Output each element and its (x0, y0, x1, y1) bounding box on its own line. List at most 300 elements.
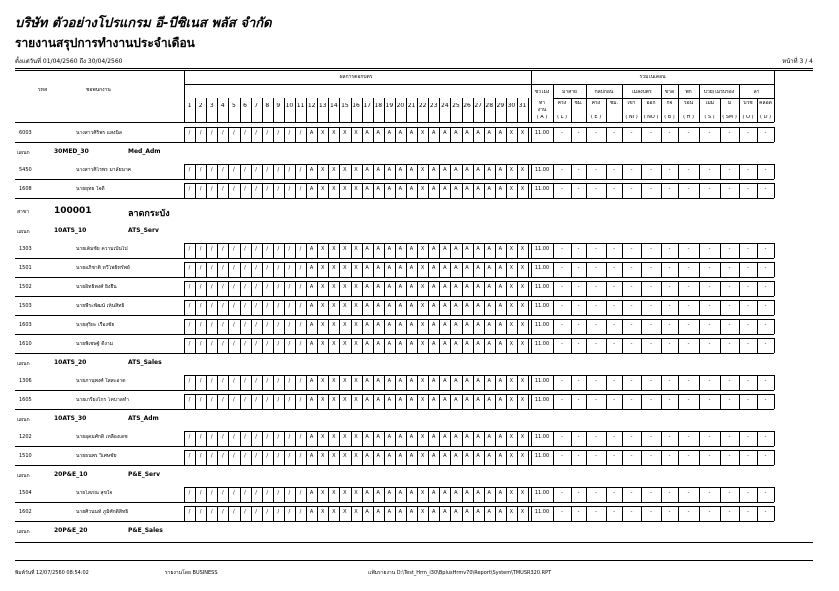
day-mark: / (255, 284, 257, 290)
sum-value: - (764, 341, 767, 347)
day-mark: A (476, 284, 480, 290)
day-mark: A (443, 130, 447, 136)
row-vline-day (195, 506, 196, 521)
day-mark: A (309, 490, 314, 496)
row-vline-day (517, 183, 518, 198)
row-vline-day (406, 450, 407, 465)
sum-value: 11.00 (534, 378, 550, 384)
row-vline-day (317, 183, 318, 198)
row-vline-day (262, 394, 263, 409)
day-mark: A (454, 265, 458, 271)
day-mark: / (233, 303, 235, 309)
row-vline-day (284, 375, 285, 390)
row-vline-day (362, 431, 363, 446)
sum-value: - (613, 434, 615, 440)
row-vline-day (195, 281, 196, 296)
row-vline-sum (661, 487, 662, 502)
row-vline-day (506, 338, 507, 353)
day-header-14: 14 (330, 103, 338, 109)
day-mark: A (498, 246, 502, 252)
day-mark: / (277, 509, 280, 515)
row-vline-day (495, 487, 496, 502)
row-vline-day (328, 450, 329, 465)
sum-label-top-1: ครั้ง (557, 101, 567, 106)
day-header-12: 12 (307, 103, 316, 109)
day-mark: A (487, 341, 491, 347)
row-vline-day (362, 375, 363, 390)
day-mark: / (221, 434, 224, 440)
row-vline-day (206, 127, 207, 142)
row-vline-sum (678, 450, 679, 465)
day-mark: / (299, 434, 302, 440)
day-mark: X (520, 341, 525, 347)
row-vline-sum (739, 319, 740, 334)
day-mark: X (354, 303, 358, 309)
row-vline-sum (606, 338, 607, 353)
hdr-vline-day-10 (295, 98, 296, 122)
sum-value: - (728, 397, 731, 403)
day-mark: / (288, 167, 291, 173)
row-vline-day (251, 183, 252, 198)
day-mark: / (210, 434, 213, 440)
day-mark: X (420, 397, 425, 403)
row-vline-sum (606, 319, 607, 334)
row-vline-day (306, 183, 307, 198)
sum-value: - (561, 167, 563, 173)
day-mark: / (199, 130, 202, 136)
day-mark: / (233, 130, 235, 136)
day-mark: X (332, 341, 336, 347)
row-vline-day (206, 281, 207, 296)
day-mark: / (199, 303, 202, 309)
day-mark: A (454, 246, 458, 252)
day-mark: A (398, 265, 403, 271)
row-vline-sum (622, 281, 623, 296)
row-vline-day (362, 506, 363, 521)
row-vline-day (406, 394, 407, 409)
row-vline-sum (553, 394, 554, 409)
day-mark: A (309, 322, 314, 328)
day-mark: X (343, 453, 347, 459)
hdr-vline-day-9 (284, 98, 285, 122)
row-vline-sum (571, 506, 572, 521)
row-vline-day (428, 164, 429, 179)
row-vline-day (362, 281, 363, 296)
row-vline-start (184, 450, 185, 465)
row-vline-day (328, 487, 329, 502)
sum-value: 11.00 (534, 265, 550, 271)
row-vline-day (284, 319, 285, 334)
day-mark: A (409, 490, 414, 496)
row-vline-day (439, 164, 440, 179)
sum-value: - (764, 378, 767, 384)
day-mark: X (520, 303, 525, 309)
row-vline-sum (586, 243, 587, 258)
day-mark: A (487, 130, 491, 136)
row-vline-day (428, 127, 429, 142)
row-vline-day (506, 262, 507, 277)
day-mark: / (299, 341, 302, 347)
sum-value: - (708, 303, 711, 309)
day-mark: X (420, 453, 425, 459)
row-vline-day (262, 183, 263, 198)
sum-value: - (577, 167, 580, 173)
dept-code: 20P&E_20 (54, 527, 88, 534)
row-vline-day (273, 431, 274, 446)
branch-name: ลาดกระบัง (128, 209, 170, 219)
row-vline-sum (699, 487, 700, 502)
row-vline-right (774, 127, 775, 142)
row-vline-day (428, 319, 429, 334)
row-vline-day (406, 164, 407, 179)
row-vline-day (295, 487, 296, 502)
day-mark: / (199, 509, 202, 515)
row-vline-sum (661, 431, 662, 446)
sum-value: - (650, 303, 652, 309)
hdr-vline-sum-3 (586, 84, 587, 122)
sum-value: - (764, 130, 767, 136)
row-vline-day (328, 243, 329, 258)
row-vline-day (339, 164, 340, 179)
sum-label-top-7: กิจ (666, 101, 673, 106)
sum-label-top-9: ไม่มี (704, 101, 715, 106)
row-vline-day (439, 450, 440, 465)
day-mark: / (221, 453, 224, 459)
day-mark: A (376, 284, 380, 290)
row-vline-sum (571, 431, 572, 446)
sum-group-0: ชั่วโมง (534, 90, 550, 95)
day-mark: A (498, 509, 502, 515)
sum-value: - (708, 284, 711, 290)
sum-value: - (595, 284, 597, 290)
day-mark: X (320, 434, 325, 440)
day-mark: A (443, 378, 447, 384)
sum-value: - (668, 378, 671, 384)
row-vline-day (395, 127, 396, 142)
row-vline-day (484, 375, 485, 390)
sum-value: - (577, 397, 580, 403)
row-vline-day (273, 300, 274, 315)
row-vline-day (228, 375, 229, 390)
row-vline-start (184, 319, 185, 334)
report-file-path: แฟ้มรายงาน D:\Test_Hrm_i30\BplusHrmv70\Report\System\TMUSR320.RPT (368, 570, 552, 576)
dept-label: แผนก (17, 361, 30, 367)
sum-value: - (747, 130, 749, 136)
day-mark: X (509, 186, 514, 192)
day-mark: A (498, 378, 502, 384)
day-mark: / (255, 322, 257, 328)
day-mark: A (376, 130, 380, 136)
day-mark: X (520, 490, 525, 496)
row-vline-day (284, 127, 285, 142)
row-vline-day (484, 127, 485, 142)
hdr-vline-day-21 (417, 98, 418, 122)
day-mark: A (454, 434, 458, 440)
sum-value: - (595, 397, 597, 403)
day-mark: A (398, 167, 403, 173)
row-bottom-line (15, 465, 774, 466)
row-vline-day (228, 487, 229, 502)
row-vline-day (362, 243, 363, 258)
row-vline-day (217, 262, 218, 277)
row-vline-sum (757, 262, 758, 277)
row-vline-day (473, 183, 474, 198)
day-mark: A (431, 167, 436, 173)
day-mark: / (221, 284, 224, 290)
day-mark: A (409, 453, 414, 459)
row-vline-start (184, 300, 185, 315)
row-vline-day (462, 319, 463, 334)
sum-label-code-0: ( A ) (536, 115, 548, 120)
row-vline-day (206, 164, 207, 179)
row-vline-day (317, 319, 318, 334)
sum-value: 11.00 (534, 434, 550, 440)
row-vline-sum (641, 319, 642, 334)
row-vline-sum-start (531, 394, 532, 409)
day-mark: A (476, 490, 480, 496)
day-mark: X (343, 378, 347, 384)
row-vline-day (273, 506, 274, 521)
row-vline-day (450, 183, 451, 198)
row-vline-day (284, 183, 285, 198)
day-mark: / (266, 341, 269, 347)
day-mark: X (420, 303, 425, 309)
day-mark: / (188, 322, 191, 328)
row-vline-sum (622, 431, 623, 446)
day-mark: / (266, 167, 269, 173)
day-mark: X (509, 130, 514, 136)
sum-value: - (613, 509, 615, 515)
sum-label-top-11: บวช (743, 101, 753, 106)
row-vline-day (295, 394, 296, 409)
sum-label-code-6: ( NO ) (643, 115, 659, 120)
row-vline-day (395, 375, 396, 390)
day-header-4: 4 (220, 103, 225, 109)
row-vline-sum (622, 243, 623, 258)
row-vline-sum (699, 262, 700, 277)
row-vline-sum (553, 164, 554, 179)
sum-value: - (764, 397, 767, 403)
row-vline-sum (757, 300, 758, 315)
sum-value: - (650, 246, 652, 252)
row-vline-sum (739, 338, 740, 353)
row-vline-day (306, 375, 307, 390)
day-mark: A (409, 186, 414, 192)
row-vline-day (506, 375, 507, 390)
row-vline-day (284, 281, 285, 296)
row-vline-day (306, 431, 307, 446)
dept-name: ATS_Adm (128, 415, 159, 422)
sum-value: - (630, 284, 633, 290)
day-mark: X (320, 186, 325, 192)
day-mark: / (255, 303, 257, 309)
row-vline-sum (661, 300, 662, 315)
row-vline-day (295, 375, 296, 390)
row-vline-day (195, 431, 196, 446)
sum-value: - (613, 246, 615, 252)
row-vline-day (206, 450, 207, 465)
row-vline-day (328, 338, 329, 353)
hdr-vline-sum-10 (720, 98, 721, 122)
row-vline-sum (586, 164, 587, 179)
day-mark: X (332, 167, 336, 173)
day-mark: A (365, 509, 369, 515)
row-vline-sum (720, 281, 721, 296)
sum-value: - (687, 378, 690, 384)
sum-value: 11.00 (534, 322, 550, 328)
day-mark: / (233, 186, 235, 192)
row-vline-day (195, 375, 196, 390)
emp-name: นางสาวศิริพร แสงนิล (76, 130, 122, 136)
row-vline-sum (757, 375, 758, 390)
day-mark: A (487, 284, 491, 290)
row-vline-sum (586, 262, 587, 277)
row-vline-day (450, 300, 451, 315)
row-vline-sum (586, 300, 587, 315)
day-mark: X (354, 378, 358, 384)
row-vline-day (517, 319, 518, 334)
row-vline-day (395, 262, 396, 277)
row-vline-day (484, 394, 485, 409)
row-vline-sum (553, 262, 554, 277)
row-vline-day (273, 243, 274, 258)
row-vline-sum-start (531, 487, 532, 502)
row-vline-sum (641, 281, 642, 296)
dept-code: 10ATS_10 (54, 227, 87, 234)
row-vline-day (251, 281, 252, 296)
row-vline-sum-start (531, 262, 532, 277)
day-mark: A (431, 322, 436, 328)
row-vline-sum-start (531, 183, 532, 198)
day-mark: / (266, 509, 269, 515)
day-header-1: 1 (187, 103, 192, 109)
row-vline-day (351, 319, 352, 334)
row-vline-day (328, 319, 329, 334)
row-vline-day (517, 262, 518, 277)
row-vline-day (228, 183, 229, 198)
sum-value: - (687, 265, 690, 271)
day-mark: A (387, 509, 391, 515)
row-vline-day (351, 394, 352, 409)
row-vline-day (228, 431, 229, 446)
day-mark: A (398, 397, 403, 403)
day-mark: A (476, 303, 480, 309)
day-mark: X (509, 378, 514, 384)
row-vline-day (473, 375, 474, 390)
day-mark: A (465, 434, 469, 440)
row-vline-sum (553, 375, 554, 390)
row-vline-sum (571, 164, 572, 179)
row-vline-start (184, 262, 185, 277)
day-mark: X (520, 186, 525, 192)
row-vline-sum-start (531, 431, 532, 446)
emp-name: นายอภิชาติ ทวีโพธิ์ทรัพย์ (76, 265, 130, 271)
day-mark: A (465, 284, 469, 290)
row-vline-day (517, 300, 518, 315)
day-mark: A (365, 397, 369, 403)
sum-value: - (728, 284, 731, 290)
day-mark: X (509, 284, 514, 290)
day-mark: A (365, 186, 369, 192)
row-vline-day (217, 431, 218, 446)
day-mark: / (199, 378, 202, 384)
day-mark: A (498, 167, 502, 173)
day-mark: / (188, 490, 191, 496)
row-vline-day (395, 183, 396, 198)
day-mark: A (465, 341, 469, 347)
sum-value: - (708, 378, 711, 384)
day-mark: / (210, 186, 213, 192)
row-vline-day (506, 506, 507, 521)
row-vline-day (406, 300, 407, 315)
day-mark: / (244, 130, 246, 136)
row-vline-day (528, 243, 529, 258)
day-mark: / (210, 397, 213, 403)
day-mark: X (420, 322, 425, 328)
day-mark: / (288, 284, 291, 290)
row-vline-day (495, 394, 496, 409)
row-vline-day (362, 394, 363, 409)
row-vline-right (774, 394, 775, 409)
day-mark: X (332, 378, 336, 384)
row-vline-day (362, 300, 363, 315)
row-vline-day (306, 243, 307, 258)
sum-value: - (728, 246, 731, 252)
row-vline-sum (641, 338, 642, 353)
row-vline-day (362, 487, 363, 502)
day-mark: / (210, 490, 213, 496)
day-mark: A (376, 322, 380, 328)
sum-value: - (668, 284, 671, 290)
row-vline-day (373, 375, 374, 390)
day-mark: A (376, 397, 380, 403)
row-vline-sum (606, 262, 607, 277)
day-mark: / (244, 434, 246, 440)
day-mark: / (199, 284, 202, 290)
hdr-vline-day-14 (339, 98, 340, 122)
sum-value: - (747, 378, 749, 384)
reported-by: รายงานโดย BUSINESS (165, 570, 218, 576)
day-mark: A (476, 341, 480, 347)
row-vline-day (473, 164, 474, 179)
row-vline-day (506, 450, 507, 465)
day-mark: / (221, 509, 224, 515)
row-vline-day (240, 319, 241, 334)
row-bottom-line (15, 198, 774, 199)
row-vline-start (184, 127, 185, 142)
row-vline-day (373, 183, 374, 198)
row-vline-sum (739, 394, 740, 409)
row-vline-day (373, 394, 374, 409)
row-vline-day (406, 506, 407, 521)
dept-name: P&E_Sales (128, 527, 163, 534)
row-vline-day (462, 506, 463, 521)
sum-value: - (687, 434, 690, 440)
sum-value: - (561, 378, 563, 384)
hdr-vline-day-11 (306, 98, 307, 122)
row-vline-sum (606, 243, 607, 258)
sum-value: - (650, 186, 652, 192)
row-vline-right (774, 319, 775, 334)
row-vline-day (251, 431, 252, 446)
sum-value: - (747, 246, 749, 252)
sum-value: - (687, 490, 690, 496)
row-vline-day (295, 506, 296, 521)
day-mark: X (509, 265, 514, 271)
sum-value: 11.00 (534, 453, 550, 459)
row-vline-day (339, 431, 340, 446)
day-mark: / (255, 453, 257, 459)
